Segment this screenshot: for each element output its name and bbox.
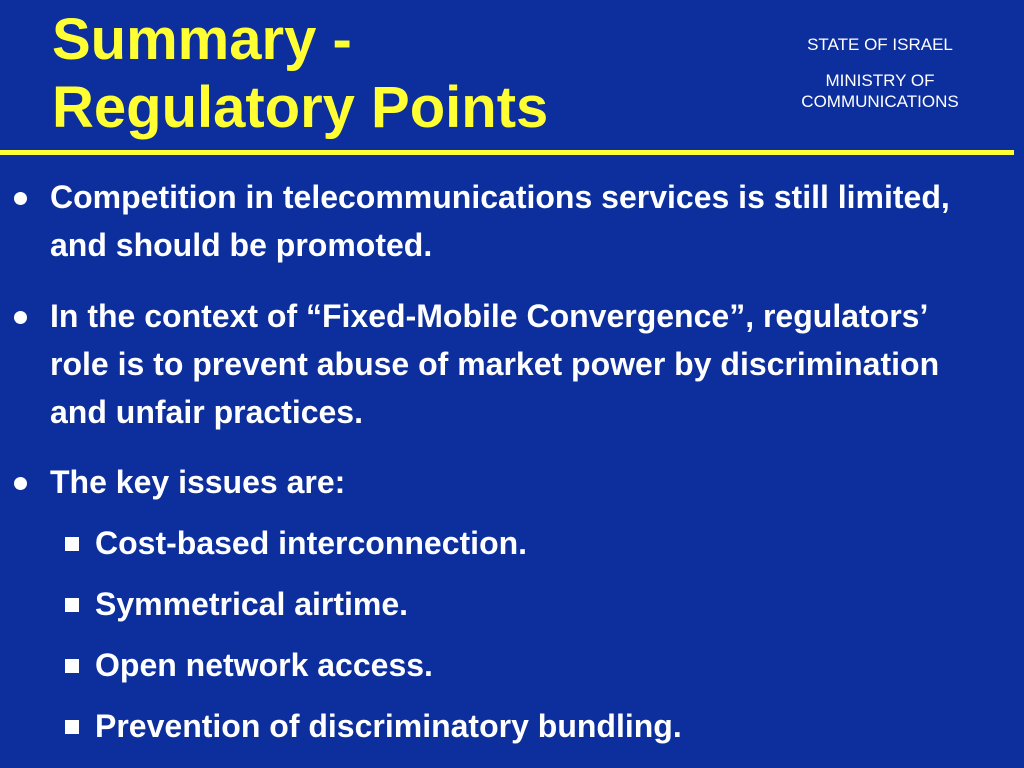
ministry-label: MINISTRY OF COMMUNICATIONS [801, 71, 959, 111]
bullet-text: Competition in telecommunications services is still limited, and should be promoted. [50, 179, 950, 263]
square-bullet-icon [65, 537, 79, 551]
sub-bullet-text: Symmetrical airtime. [95, 586, 409, 622]
slide-title [52, 6, 672, 142]
square-bullet-icon [65, 598, 79, 612]
bullet-text: In the context of “Fixed-Mobile Convergence”, regulators’ role is to prevent abuse of market power by discrimination and unfair practices. [50, 298, 940, 430]
bullet-text: The key issues are: [50, 464, 346, 500]
sub-bullet-text: Open network access. [95, 647, 433, 683]
sub-bullet-text: Cost-based interconnection. [95, 525, 528, 561]
title-line-2: Regulatory Points [52, 75, 549, 140]
square-bullet-icon [65, 720, 79, 734]
bullet-dot-icon [14, 311, 27, 324]
bullet-dot-icon [14, 477, 27, 490]
bullet-item [50, 173, 990, 269]
square-bullet-icon [65, 659, 79, 673]
agency-header [760, 34, 1000, 112]
state-label: STATE OF ISRAEL [807, 35, 953, 54]
title-divider [0, 150, 1014, 155]
bullet-dot-icon [14, 192, 27, 205]
bullet-item [50, 458, 990, 506]
sub-bullet-item [95, 641, 995, 689]
sub-bullet-text: Prevention of discriminatory bundling. [95, 708, 682, 744]
sub-bullet-item [95, 580, 995, 628]
bullet-item [50, 292, 990, 436]
sub-bullet-item [95, 519, 995, 567]
sub-bullet-item [95, 702, 995, 750]
title-line-1: Summary - [52, 7, 352, 72]
